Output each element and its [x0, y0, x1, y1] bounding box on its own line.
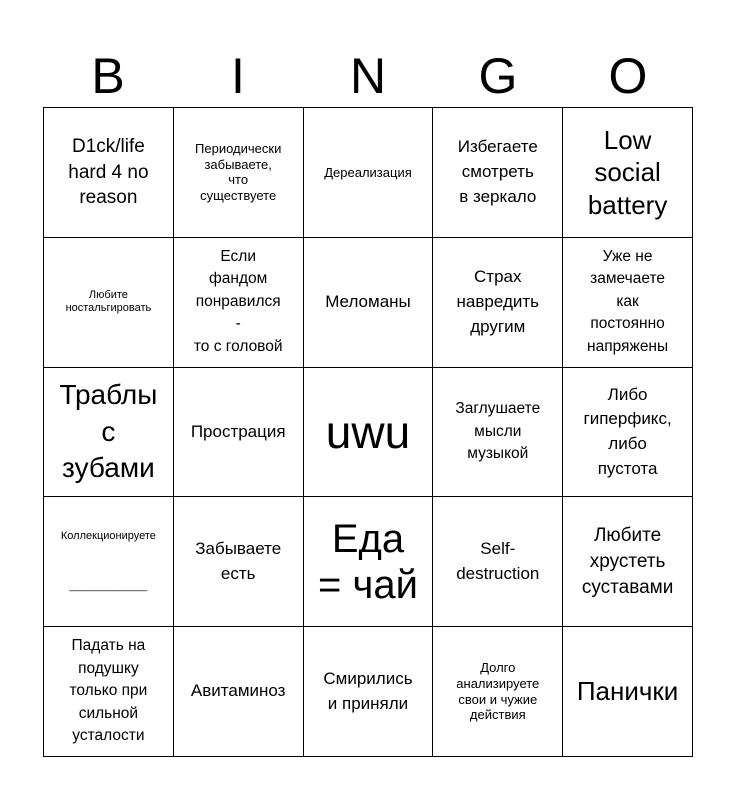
bingo-cell[interactable]: [563, 108, 693, 238]
bingo-cell[interactable]: [433, 497, 563, 627]
cell-content: [61, 530, 156, 593]
header-letter-n: N: [349, 48, 387, 104]
bingo-header: [43, 44, 693, 108]
header-letter-g: G: [478, 48, 518, 104]
cell-text: Смирились и приняли: [323, 668, 413, 713]
header-letter-b: B: [91, 48, 125, 104]
cell-text: Страх навредить другим: [456, 267, 540, 336]
cell-text: Забываете есть: [195, 539, 282, 583]
bingo-cell[interactable]: [44, 368, 174, 498]
cell-text: Избегаете смотреть в зеркало: [457, 137, 538, 206]
cell-text: Авитаминоз: [190, 681, 286, 701]
cell-text: Дереализация: [324, 164, 412, 180]
cell-text: Периодически забываете, что существуете: [195, 141, 282, 203]
bingo-cell[interactable]: [433, 108, 563, 238]
cell-text: Панички: [576, 676, 679, 707]
bingo-cell[interactable]: [563, 497, 693, 627]
bingo-cell[interactable]: [304, 627, 434, 757]
bingo-cell[interactable]: [174, 238, 304, 368]
bingo-cell[interactable]: [563, 238, 693, 368]
cell-text: uwu: [325, 405, 411, 458]
bingo-cell[interactable]: [44, 108, 174, 238]
cell-text: Уже не замечаете как постоянно напряжены: [587, 248, 669, 355]
cell-text: Low social battery: [587, 124, 668, 220]
bingo-cell[interactable]: [433, 238, 563, 368]
blank-line: ______________: [69, 581, 148, 593]
cell-text: Траблы с зубами: [59, 379, 158, 484]
cell-text: Любите хрустеть суставами: [581, 525, 674, 598]
cell-text: Меломаны: [325, 291, 411, 311]
bingo-cell[interactable]: [174, 108, 304, 238]
cell-text: Заглушаете мысли музыкой: [455, 400, 541, 463]
cell-text: Коллекционируете: [60, 530, 156, 543]
cell-text: Долго анализируете свои и чужие действия: [456, 660, 540, 723]
bingo-cell[interactable]: [44, 627, 174, 757]
bingo-cell[interactable]: [304, 368, 434, 498]
bingo-cell[interactable]: [174, 497, 304, 627]
header-letter-i: I: [231, 48, 245, 104]
cell-text: Любите ностальгировать: [65, 289, 152, 315]
bingo-cell[interactable]: [433, 368, 563, 498]
cell-text: D1ck/life hard 4 no reason: [68, 135, 149, 209]
cell-text: Либо гиперфикс, либо пустота: [583, 384, 672, 478]
cell-text: Self- destruction: [456, 539, 540, 583]
header-letter-o: O: [608, 48, 648, 104]
bingo-cell[interactable]: [304, 497, 434, 627]
cell-text: Еда = чай: [318, 516, 418, 607]
bingo-cell[interactable]: [563, 368, 693, 498]
bingo-cell[interactable]: [563, 627, 693, 757]
bingo-cell[interactable]: [44, 238, 174, 368]
bingo-cell[interactable]: [44, 497, 174, 627]
bingo-cell[interactable]: [304, 238, 434, 368]
bingo-cell[interactable]: [304, 108, 434, 238]
cell-text: Падать на подушку только при сильной усталости: [69, 637, 148, 745]
bingo-cell[interactable]: [174, 368, 304, 498]
bingo-grid: [43, 107, 693, 757]
bingo-cell[interactable]: [174, 627, 304, 757]
cell-text: Прострация: [190, 421, 286, 441]
bingo-cell[interactable]: [433, 627, 563, 757]
cell-text: Если фандом понравился - то с головой: [193, 248, 283, 355]
